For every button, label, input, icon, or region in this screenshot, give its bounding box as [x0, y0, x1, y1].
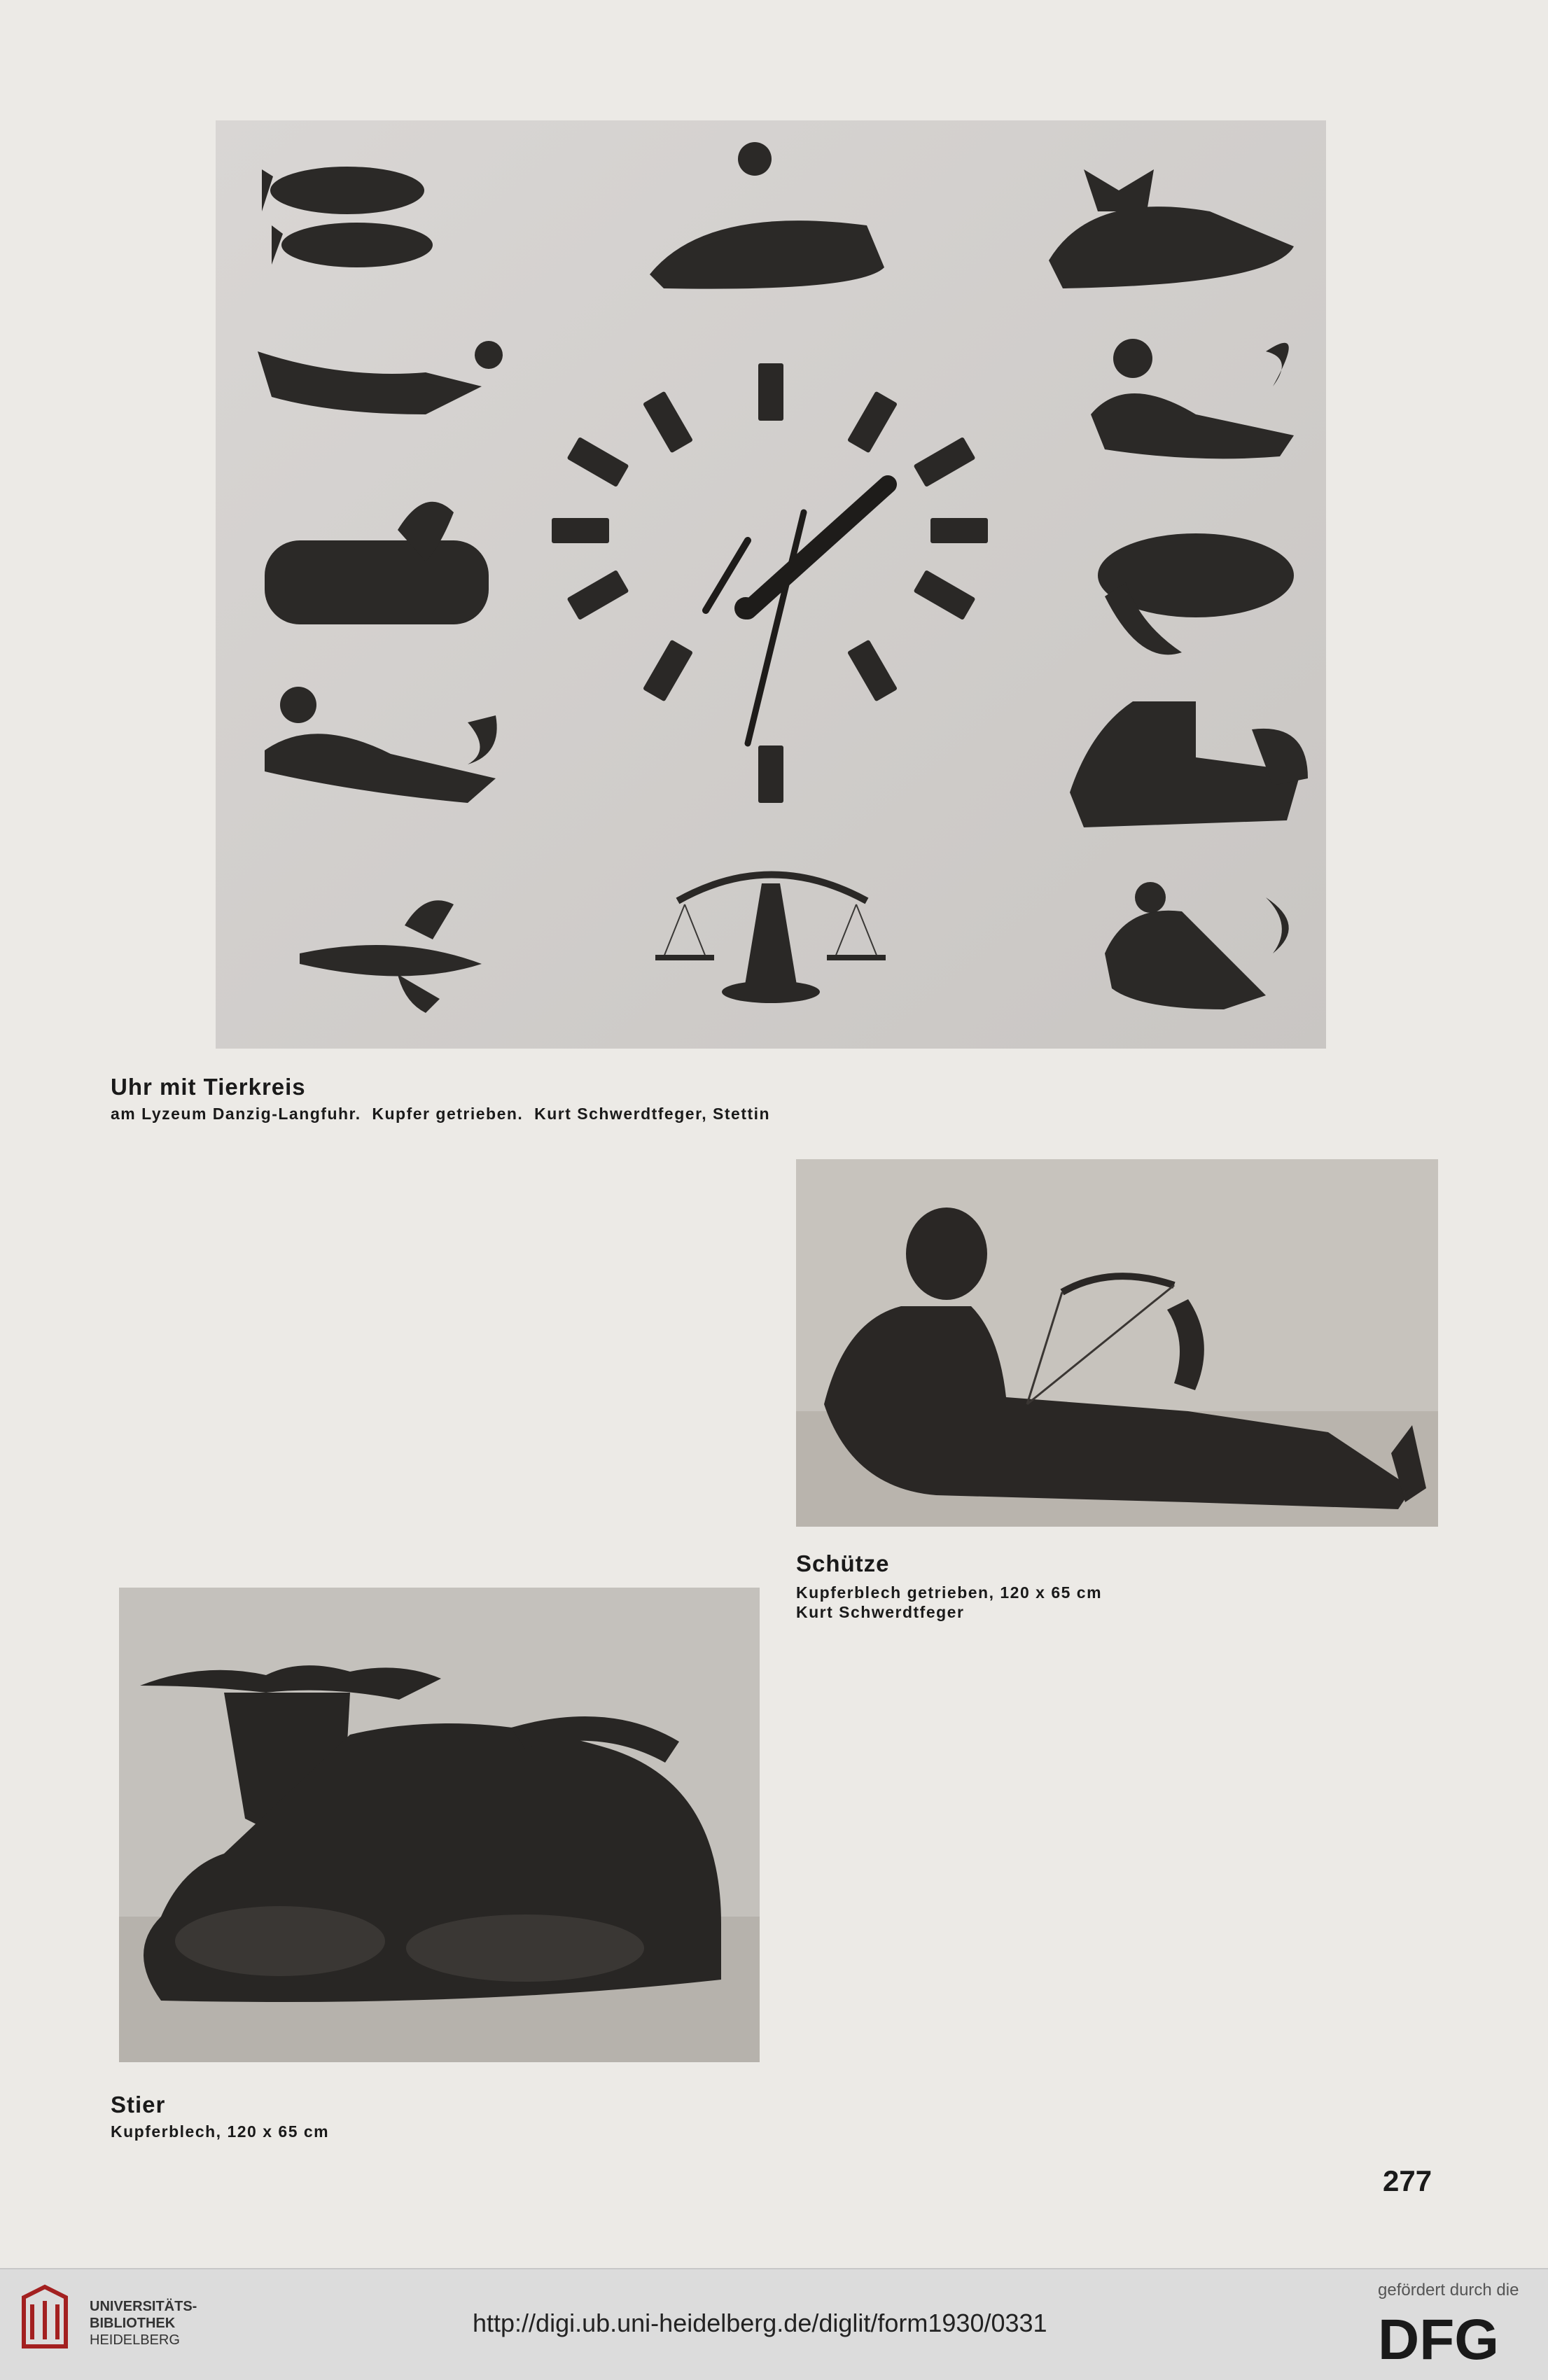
schuetze-caption-line2: Kurt Schwerdtfeger — [796, 1603, 965, 1621]
clock-photo-graphic — [216, 120, 1326, 1049]
clock-photo — [216, 120, 1326, 1049]
stier-caption-title: Stier — [111, 2092, 166, 2118]
schuetze-caption-title: Schütze — [796, 1550, 890, 1576]
dfg-logo-text: DFG — [1378, 2310, 1500, 2366]
schuetze-caption-line1: Kupferblech getrieben, 120 x 65 cm — [796, 1583, 1103, 1602]
dfg-logo — [1378, 2310, 1518, 2366]
funding-caption: gefördert durch die — [1378, 2281, 1519, 2300]
schuetze-photo — [796, 1159, 1438, 1527]
library-name-line3: HEIDELBERG — [90, 2332, 180, 2348]
stier-photo — [119, 1588, 760, 2062]
clock-caption-title: Uhr mit Tierkreis — [111, 1074, 306, 1100]
clock-caption-line: am Lyzeum Danzig-Langfuhr. Kupfer getrieben. Kurt Schwerdtfeger, Stettin — [111, 1105, 771, 1123]
stier-caption-line: Kupferblech, 120 x 65 cm — [111, 2122, 330, 2141]
library-name-line1: UNIVERSITÄTS- — [90, 2299, 197, 2314]
stier-photo-graphic — [119, 1588, 760, 2062]
university-library-logo-icon — [17, 2283, 73, 2353]
source-url-link[interactable]: http://digi.ub.uni-heidelberg.de/diglit/form1930/0331 — [473, 2309, 1047, 2337]
page-number: 277 — [1383, 2164, 1432, 2197]
library-name-line2: BIBLIOTHEK — [90, 2316, 176, 2331]
schuetze-photo-graphic — [796, 1159, 1438, 1527]
